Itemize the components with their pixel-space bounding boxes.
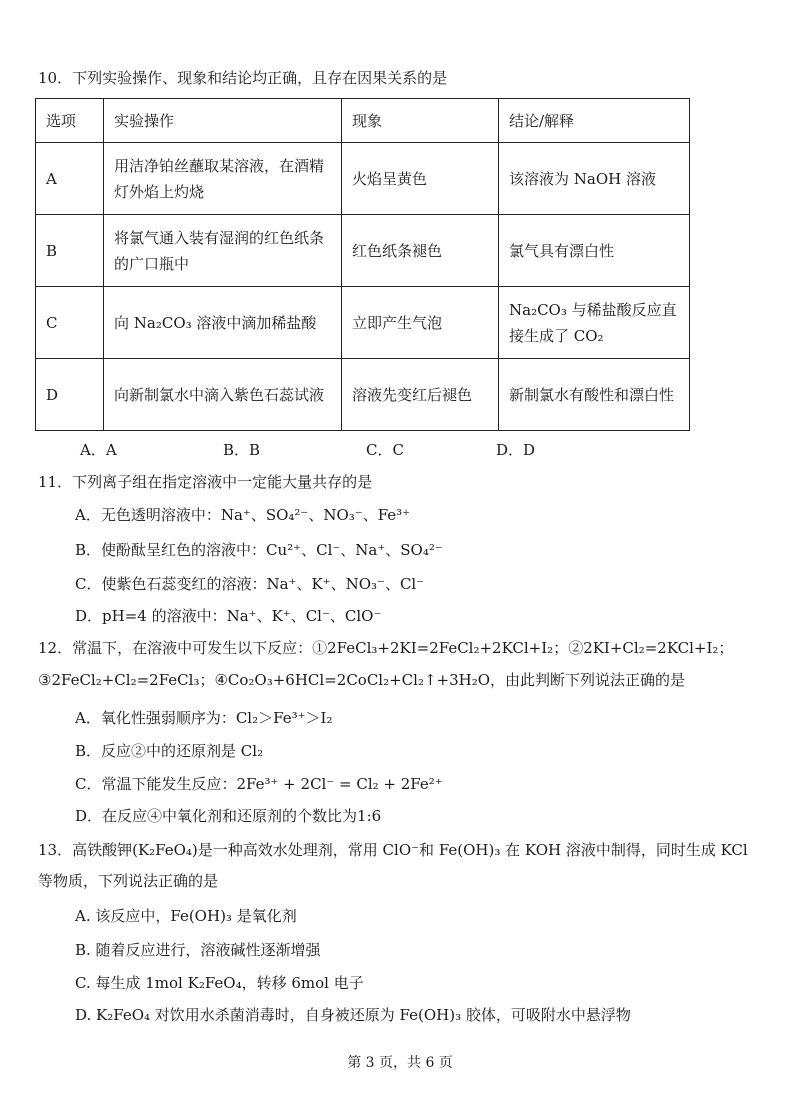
table-row [36,287,690,359]
row-phenomenon: 立即产生气泡 [342,287,499,359]
q12-stem-line1: 12．常温下，在溶液中可发生以下反应：①2FeCl₃+2KI=2FeCl₂+2KCl+I₂；②2KI+Cl₂=2KCl+I₂； [38,639,734,657]
header-conclusion: 结论/解释 [499,99,690,143]
table-row [36,215,690,287]
q10-choices [80,440,535,460]
q13-option-b: B. 随着反应进行，溶液碱性逐渐增强 [75,941,321,959]
header-option: 选项 [36,99,104,143]
q11-stem: 11．下列离子组在指定溶液中一定能大量共存的是 [38,473,373,491]
page-number: 第 3 页，共 6 页 [347,1055,453,1071]
q11-option-b: B．使酚酞呈红色的溶液中：Cu²⁺、Cl⁻、Na⁺、SO₄²⁻ [75,541,443,559]
row-conclusion: 该溶液为 NaOH 溶液 [499,143,690,215]
row-operation: 向 Na₂CO₃ 溶液中滴加稀盐酸 [104,287,342,359]
q11-option-d: D．pH=4 的溶液中：Na⁺、K⁺、Cl⁻、ClO⁻ [75,607,382,625]
q12-option-a: A．氧化性强弱顺序为：Cl₂＞Fe³⁺＞I₂ [75,709,333,727]
q10-table [35,98,690,431]
row-phenomenon: 溶液先变红后褪色 [342,359,499,431]
q11-option-a: A．无色透明溶液中：Na⁺、SO₄²⁻、NO₃⁻、Fe³⁺ [75,506,411,524]
table-row [36,143,690,215]
table-row [36,359,690,431]
q12-stem-line2: ③2FeCl₂+Cl₂=2FeCl₃；④Co₂O₃+6HCl=2CoCl₂+Cl₂↑+3H₂O，由此判断下列说法正确的是 [38,671,686,689]
header-operation: 实验操作 [104,99,342,143]
row-conclusion: 氯气具有漂白性 [499,215,690,287]
q13-stem-line1: 13．高铁酸钾(K₂FeO₄)是一种高效水处理剂，常用 ClO⁻和 Fe(OH)₃ 在 KOH 溶液中制得，同时生成 KCl [38,841,748,859]
q12-option-d: D．在反应④中氧化剂和还原剂的个数比为1:6 [75,807,382,825]
row-option: B [36,215,104,287]
choice-a: A．A [80,441,117,459]
choice-b: B．B [223,441,261,459]
row-option: D [36,359,104,431]
choice-d: D．D [496,441,536,459]
row-conclusion: Na₂CO₃ 与稀盐酸反应直接生成了 CO₂ [499,287,690,359]
row-option: A [36,143,104,215]
q13-option-c: C. 每生成 1mol K₂FeO₄，转移 6mol 电子 [75,974,364,992]
row-phenomenon: 红色纸条褪色 [342,215,499,287]
row-conclusion: 新制氯水有酸性和漂白性 [499,359,690,431]
q12-option-b: B．反应②中的还原剂是 Cl₂ [75,742,264,760]
row-operation: 用洁净铂丝蘸取某溶液，在酒精灯外焰上灼烧 [104,143,342,215]
q12-option-c: C．常温下能发生反应：2Fe³⁺ + 2Cl⁻ = Cl₂ + 2Fe²⁺ [75,775,443,793]
row-option: C [36,287,104,359]
row-phenomenon: 火焰呈黄色 [342,143,499,215]
row-operation: 向新制氯水中滴入紫色石蕊试液 [104,359,342,431]
header-phenomenon: 现象 [342,99,499,143]
q11-option-c: C．使紫色石蕊变红的溶液：Na⁺、K⁺、NO₃⁻、Cl⁻ [75,575,425,593]
table-header-row [36,99,690,143]
row-operation: 将氯气通入装有湿润的红色纸条的广口瓶中 [104,215,342,287]
q13-option-d: D. K₂FeO₄ 对饮用水杀菌消毒时，自身被还原为 Fe(OH)₃ 胶体，可吸附水中悬浮物 [75,1006,631,1024]
q13-stem-line2: 等物质，下列说法正确的是 [38,872,219,890]
q13-option-a: A. 该反应中，Fe(OH)₃ 是氧化剂 [75,907,297,925]
q10-stem: 10．下列实验操作、现象和结论均正确，且存在因果关系的是 [38,69,448,87]
choice-c: C．C [366,441,404,459]
